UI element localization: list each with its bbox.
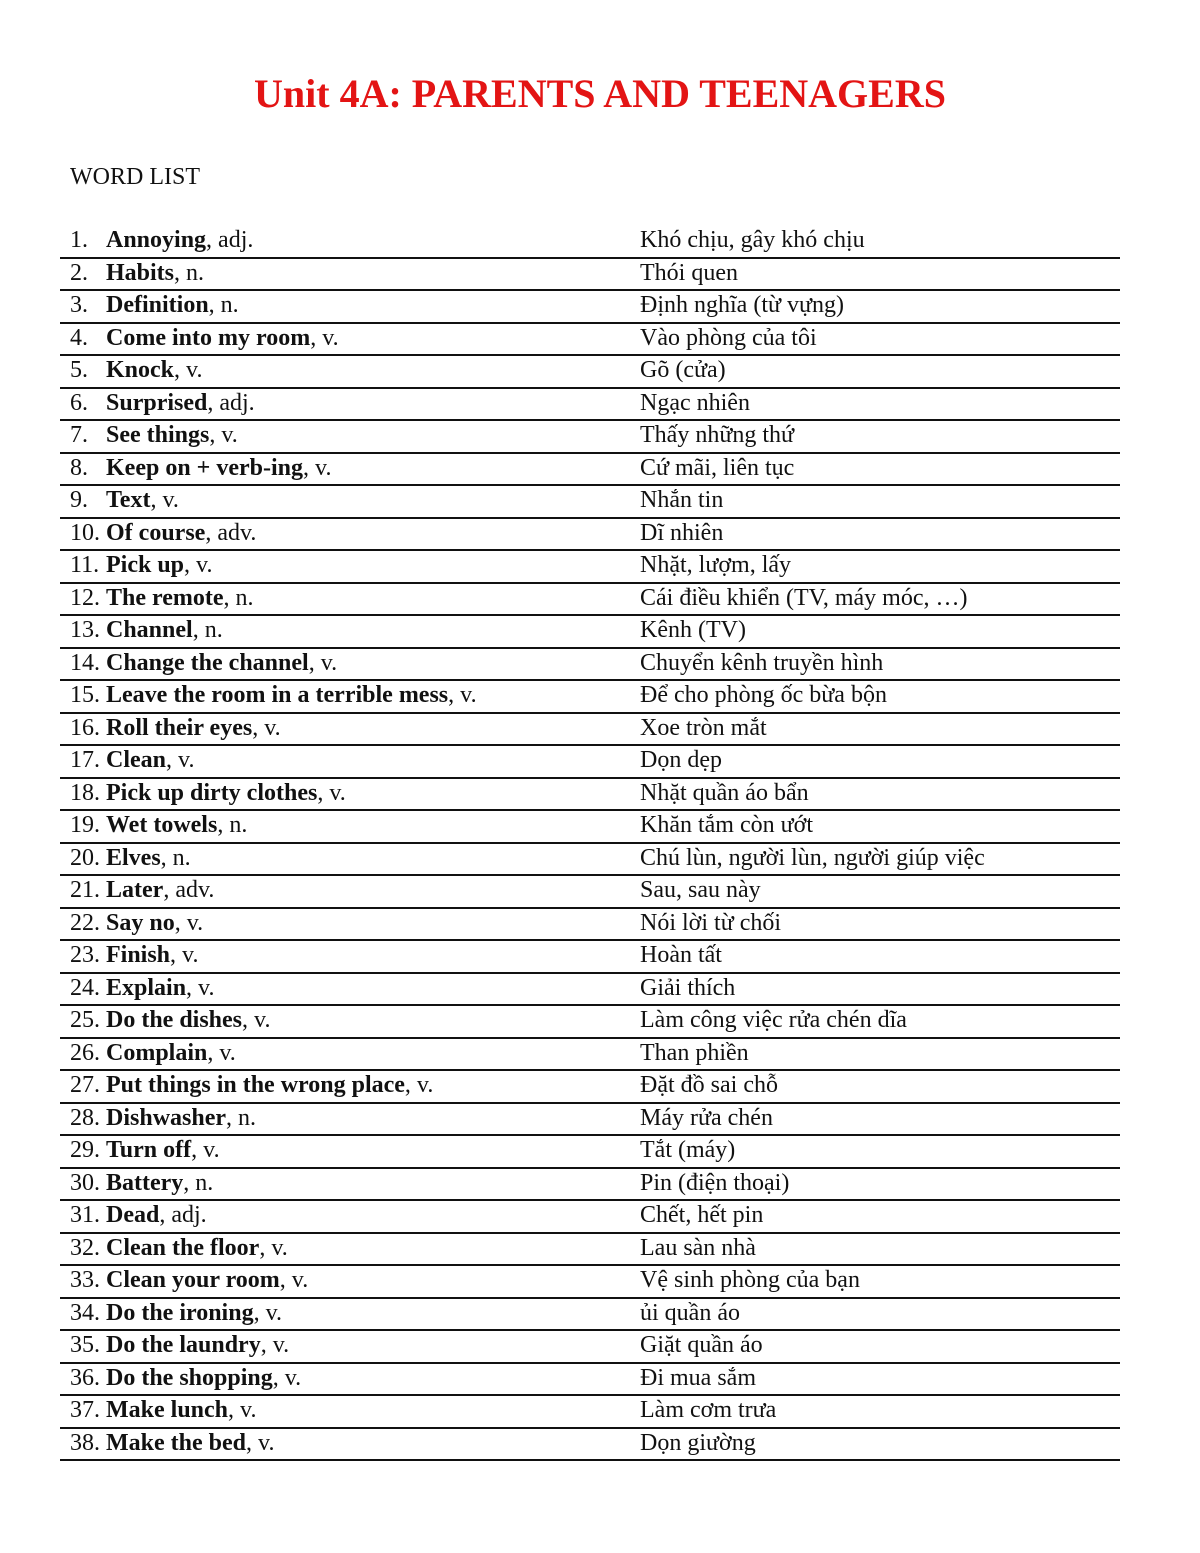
word-list-row bbox=[60, 746, 1120, 779]
entry-term bbox=[106, 487, 179, 514]
word-list-row bbox=[60, 1201, 1120, 1234]
word-list-row bbox=[60, 1039, 1120, 1072]
entry-term bbox=[106, 1072, 433, 1099]
entry-meaning: Máy rửa chén bbox=[640, 1104, 773, 1131]
entry-part-of-speech: , v. bbox=[186, 974, 215, 1001]
word-list-row bbox=[60, 1396, 1120, 1429]
entry-part-of-speech: , v. bbox=[184, 552, 213, 578]
entry-meaning: Hoàn tất bbox=[640, 942, 722, 968]
entry-part-of-speech: , v. bbox=[228, 1397, 257, 1423]
entry-meaning: Sau, sau này bbox=[640, 877, 761, 903]
entry-part-of-speech: , n. bbox=[183, 1169, 214, 1196]
entry-part-of-speech: , v. bbox=[310, 324, 339, 351]
entry-word: Text bbox=[106, 487, 151, 513]
entry-meaning: Lau sàn nhà bbox=[640, 1234, 756, 1261]
word-list-row bbox=[60, 356, 1120, 389]
entry-term bbox=[106, 812, 247, 839]
entry-meaning: Khó chịu, gây khó chịu bbox=[640, 227, 865, 253]
entry-meaning: Pin (điện thoại) bbox=[640, 1169, 790, 1196]
entry-number: 23. bbox=[70, 942, 100, 968]
entry-number: 28. bbox=[70, 1104, 100, 1131]
entry-word: Keep on + verb-ing bbox=[106, 454, 304, 481]
entry-term bbox=[106, 910, 203, 937]
entry-part-of-speech: , v. bbox=[209, 422, 238, 448]
entry-term bbox=[106, 975, 215, 1002]
entry-number: 4. bbox=[70, 324, 88, 351]
entry-word: Clean the floor bbox=[106, 1234, 260, 1261]
word-list-row bbox=[60, 1071, 1120, 1104]
entry-term bbox=[106, 357, 202, 384]
entry-term bbox=[106, 1397, 256, 1424]
word-list-row bbox=[60, 616, 1120, 649]
entry-part-of-speech: , v. bbox=[404, 1072, 434, 1098]
entry-part-of-speech: , v. bbox=[253, 1299, 283, 1326]
entry-word: Clean your room bbox=[106, 1267, 280, 1293]
entry-number: 14. bbox=[70, 649, 100, 676]
entry-term bbox=[106, 1007, 270, 1034]
entry-term bbox=[106, 260, 204, 287]
entry-term bbox=[106, 292, 239, 319]
entry-number: 37. bbox=[70, 1397, 100, 1423]
entry-meaning: Nhắn tin bbox=[640, 487, 724, 513]
entry-word: Say no bbox=[106, 909, 175, 936]
entry-number: 24. bbox=[70, 974, 100, 1001]
entry-number: 25. bbox=[70, 1007, 100, 1033]
entry-number: 7. bbox=[70, 422, 88, 448]
entry-meaning: Cứ mãi, liên tục bbox=[640, 454, 795, 481]
entry-part-of-speech: , v. bbox=[303, 454, 332, 481]
entry-term bbox=[106, 877, 214, 904]
entry-number: 6. bbox=[70, 389, 88, 416]
entry-meaning: Nhặt, lượm, lấy bbox=[640, 552, 792, 578]
entry-term bbox=[106, 780, 346, 807]
entry-meaning: Dọn dẹp bbox=[640, 747, 722, 773]
word-list-row bbox=[60, 1169, 1120, 1202]
entry-part-of-speech: , v. bbox=[191, 1137, 220, 1163]
word-list-row bbox=[60, 389, 1120, 422]
entry-number: 8. bbox=[70, 454, 88, 481]
entry-word: Do the dishes bbox=[106, 1007, 243, 1033]
entry-number: 9. bbox=[70, 487, 88, 513]
word-list-row bbox=[60, 1136, 1120, 1169]
entry-number: 2. bbox=[70, 259, 88, 286]
word-list-row bbox=[60, 551, 1120, 584]
entry-part-of-speech: , v. bbox=[448, 682, 477, 708]
word-list-row bbox=[60, 811, 1120, 844]
entry-meaning: Gõ (cửa) bbox=[640, 357, 726, 383]
entry-number: 12. bbox=[70, 584, 100, 611]
entry-word: Roll their eyes bbox=[106, 714, 253, 741]
entry-part-of-speech: , v. bbox=[317, 779, 346, 806]
entry-term bbox=[106, 1040, 236, 1067]
entry-number: 16. bbox=[70, 714, 100, 741]
entry-part-of-speech: , adj. bbox=[206, 227, 254, 253]
word-list-heading: WORD LIST bbox=[70, 164, 200, 190]
entry-term bbox=[106, 1365, 301, 1392]
entry-word: Come into my room bbox=[106, 324, 311, 351]
entry-meaning: Đặt đồ sai chỗ bbox=[640, 1072, 778, 1098]
word-list-row bbox=[60, 1364, 1120, 1397]
entry-term bbox=[106, 650, 337, 677]
entry-word: Elves bbox=[106, 844, 161, 871]
entry-number: 10. bbox=[70, 519, 100, 546]
entry-meaning: Vệ sinh phòng của bạn bbox=[640, 1267, 860, 1293]
entry-number: 17. bbox=[70, 747, 100, 773]
entry-number: 18. bbox=[70, 779, 100, 806]
entry-word: Wet towels bbox=[106, 812, 218, 838]
entry-part-of-speech: , adj. bbox=[159, 1202, 207, 1228]
entry-number: 1. bbox=[70, 227, 88, 253]
entry-number: 11. bbox=[70, 552, 100, 578]
entry-meaning: Giặt quần áo bbox=[640, 1332, 763, 1358]
entry-term bbox=[106, 1137, 220, 1164]
word-list-row bbox=[60, 421, 1120, 454]
word-list-row bbox=[60, 486, 1120, 519]
entry-part-of-speech: , n. bbox=[174, 259, 205, 286]
entry-meaning: Nói lời từ chối bbox=[640, 909, 782, 936]
entry-word: Make the bed bbox=[106, 1429, 246, 1456]
entry-word: Turn off bbox=[106, 1137, 192, 1163]
entry-meaning: Đi mua sắm bbox=[640, 1364, 756, 1391]
entry-term bbox=[106, 715, 281, 742]
entry-number: 3. bbox=[70, 292, 88, 318]
entry-number: 31. bbox=[70, 1202, 100, 1228]
entry-meaning: Làm công việc rửa chén dĩa bbox=[640, 1007, 907, 1033]
entry-term bbox=[106, 390, 255, 417]
entry-number: 21. bbox=[70, 877, 100, 903]
word-list-row bbox=[60, 519, 1120, 552]
entry-term bbox=[106, 455, 331, 482]
entry-number: 38. bbox=[70, 1429, 100, 1456]
word-list-row bbox=[60, 1299, 1120, 1332]
word-list-row bbox=[60, 1234, 1120, 1267]
entry-word: Do the shopping bbox=[106, 1364, 273, 1391]
entry-word: Annoying bbox=[106, 227, 207, 253]
entry-part-of-speech: , adv. bbox=[163, 877, 215, 903]
entry-part-of-speech: , v. bbox=[308, 649, 338, 676]
entry-term bbox=[106, 1430, 274, 1457]
entry-part-of-speech: , n. bbox=[208, 292, 239, 318]
entry-part-of-speech: , adj. bbox=[207, 389, 255, 416]
entry-part-of-speech: , v. bbox=[242, 1007, 271, 1033]
entry-meaning: Cái điều khiển (TV, máy móc, …) bbox=[640, 584, 968, 611]
entry-term bbox=[106, 1235, 288, 1262]
word-list-row bbox=[60, 584, 1120, 617]
entry-meaning: Chuyển kênh truyền hình bbox=[640, 649, 884, 676]
word-list-row bbox=[60, 1331, 1120, 1364]
entry-meaning: Thấy những thứ bbox=[640, 422, 794, 448]
entry-meaning: Làm cơm trưa bbox=[640, 1397, 777, 1423]
word-list-row bbox=[60, 1104, 1120, 1137]
word-list-row bbox=[60, 454, 1120, 487]
entry-term bbox=[106, 1332, 289, 1359]
entry-number: 32. bbox=[70, 1234, 100, 1261]
entry-meaning: Than phiền bbox=[640, 1039, 749, 1066]
word-list-row bbox=[60, 974, 1120, 1007]
entry-number: 20. bbox=[70, 844, 100, 871]
entry-word: Dishwasher bbox=[106, 1104, 227, 1131]
entry-meaning: Kênh (TV) bbox=[640, 617, 746, 643]
entry-word: Knock bbox=[106, 357, 175, 383]
entry-word: Habits bbox=[106, 259, 175, 286]
entry-meaning: Khăn tắm còn ướt bbox=[640, 812, 813, 838]
entry-word: Change the channel bbox=[106, 649, 309, 676]
entry-word: Put things in the wrong place bbox=[106, 1072, 405, 1098]
entry-part-of-speech: , adv. bbox=[205, 519, 257, 546]
entry-number: 36. bbox=[70, 1364, 100, 1391]
entry-meaning: Định nghĩa (từ vựng) bbox=[640, 292, 844, 318]
entry-term bbox=[106, 1202, 207, 1229]
entry-word: Do the laundry bbox=[106, 1332, 261, 1358]
entry-number: 33. bbox=[70, 1267, 100, 1293]
entry-word: See things bbox=[106, 422, 210, 448]
entry-part-of-speech: , v. bbox=[259, 1234, 288, 1261]
entry-word: Finish bbox=[106, 942, 171, 968]
entry-meaning: Ngạc nhiên bbox=[640, 389, 750, 416]
entry-meaning: Chết, hết pin bbox=[640, 1202, 764, 1228]
entry-meaning: Dọn giường bbox=[640, 1429, 756, 1456]
word-list-row bbox=[60, 714, 1120, 747]
entry-term bbox=[106, 617, 223, 644]
entry-part-of-speech: , v. bbox=[207, 1039, 236, 1066]
entry-part-of-speech: , v. bbox=[166, 747, 195, 773]
entry-term bbox=[106, 325, 339, 352]
entry-meaning: Giải thích bbox=[640, 974, 736, 1001]
word-list-row bbox=[60, 844, 1120, 877]
word-list-row bbox=[60, 226, 1120, 259]
entry-term bbox=[106, 1300, 282, 1327]
entry-part-of-speech: , v. bbox=[246, 1429, 275, 1456]
entry-word: Later bbox=[106, 877, 164, 903]
entry-word: Surprised bbox=[106, 389, 208, 416]
entry-part-of-speech: , n. bbox=[223, 584, 254, 611]
word-list-row bbox=[60, 779, 1120, 812]
entry-number: 5. bbox=[70, 357, 88, 383]
entry-number: 27. bbox=[70, 1072, 100, 1098]
entry-word: Battery bbox=[106, 1169, 184, 1196]
word-list-row bbox=[60, 649, 1120, 682]
entry-term bbox=[106, 1105, 256, 1132]
entry-word: Do the ironing bbox=[106, 1299, 254, 1326]
entry-term bbox=[106, 585, 254, 612]
word-list-row bbox=[60, 876, 1120, 909]
word-list-row bbox=[60, 909, 1120, 942]
word-list-row bbox=[60, 259, 1120, 292]
word-list-row bbox=[60, 324, 1120, 357]
entry-word: Channel bbox=[106, 617, 193, 643]
word-list-row bbox=[60, 1429, 1120, 1462]
entry-part-of-speech: , v. bbox=[174, 909, 204, 936]
entry-number: 15. bbox=[70, 682, 100, 708]
entry-part-of-speech: , n. bbox=[192, 617, 223, 643]
word-list-row bbox=[60, 1266, 1120, 1299]
entry-part-of-speech: , n. bbox=[217, 812, 248, 838]
entry-word: Of course bbox=[106, 519, 206, 546]
entry-part-of-speech: , v. bbox=[174, 357, 203, 383]
entry-part-of-speech: , v. bbox=[260, 1332, 290, 1358]
entry-number: 35. bbox=[70, 1332, 100, 1358]
entry-term bbox=[106, 942, 198, 969]
entry-word: Pick up dirty clothes bbox=[106, 779, 318, 806]
entry-term bbox=[106, 227, 253, 254]
entry-number: 30. bbox=[70, 1169, 100, 1196]
entry-meaning: ủi quần áo bbox=[640, 1299, 740, 1326]
entry-term bbox=[106, 552, 212, 579]
word-list-row bbox=[60, 291, 1120, 324]
entry-part-of-speech: , n. bbox=[160, 844, 191, 871]
entry-meaning: Tắt (máy) bbox=[640, 1137, 736, 1163]
entry-meaning: Thói quen bbox=[640, 259, 738, 286]
entry-part-of-speech: , n. bbox=[226, 1104, 257, 1131]
word-list-row bbox=[60, 1006, 1120, 1039]
entry-number: 19. bbox=[70, 812, 100, 838]
entry-part-of-speech: , v. bbox=[252, 714, 281, 741]
entry-word: Explain bbox=[106, 974, 187, 1001]
entry-word: Make lunch bbox=[106, 1397, 229, 1423]
word-list-row bbox=[60, 681, 1120, 714]
entry-number: 22. bbox=[70, 909, 100, 936]
entry-term bbox=[106, 1267, 308, 1294]
page-title: Unit 4A: PARENTS AND TEENAGERS bbox=[254, 71, 946, 116]
entry-term bbox=[106, 845, 191, 872]
entry-part-of-speech: , v. bbox=[279, 1267, 309, 1293]
entry-number: 34. bbox=[70, 1299, 100, 1326]
word-list bbox=[60, 226, 1120, 1461]
entry-word: Definition bbox=[106, 292, 209, 318]
entry-meaning: Nhặt quần áo bẩn bbox=[640, 779, 809, 806]
entry-word: Clean bbox=[106, 747, 166, 773]
entry-word: Dead bbox=[106, 1202, 160, 1228]
entry-part-of-speech: , v. bbox=[170, 942, 199, 968]
entry-meaning: Vào phòng của tôi bbox=[640, 324, 817, 351]
entry-meaning: Xoe tròn mắt bbox=[640, 714, 767, 741]
entry-part-of-speech: , v. bbox=[272, 1364, 302, 1391]
entry-word: Complain bbox=[106, 1039, 208, 1066]
word-list-row bbox=[60, 941, 1120, 974]
entry-number: 26. bbox=[70, 1039, 100, 1066]
entry-meaning: Chú lùn, người lùn, người giúp việc bbox=[640, 844, 985, 871]
entry-meaning: Dĩ nhiên bbox=[640, 519, 724, 546]
entry-term bbox=[106, 520, 256, 547]
entry-term bbox=[106, 747, 194, 774]
entry-word: Leave the room in a terrible mess bbox=[106, 682, 449, 708]
entry-term bbox=[106, 1170, 213, 1197]
entry-term bbox=[106, 422, 238, 449]
entry-term bbox=[106, 682, 477, 709]
entry-word: Pick up bbox=[106, 552, 185, 578]
entry-number: 13. bbox=[70, 617, 100, 643]
entry-number: 29. bbox=[70, 1137, 100, 1163]
entry-part-of-speech: , v. bbox=[150, 487, 179, 513]
entry-word: The remote bbox=[106, 584, 224, 611]
entry-meaning: Để cho phòng ốc bừa bộn bbox=[640, 682, 887, 708]
